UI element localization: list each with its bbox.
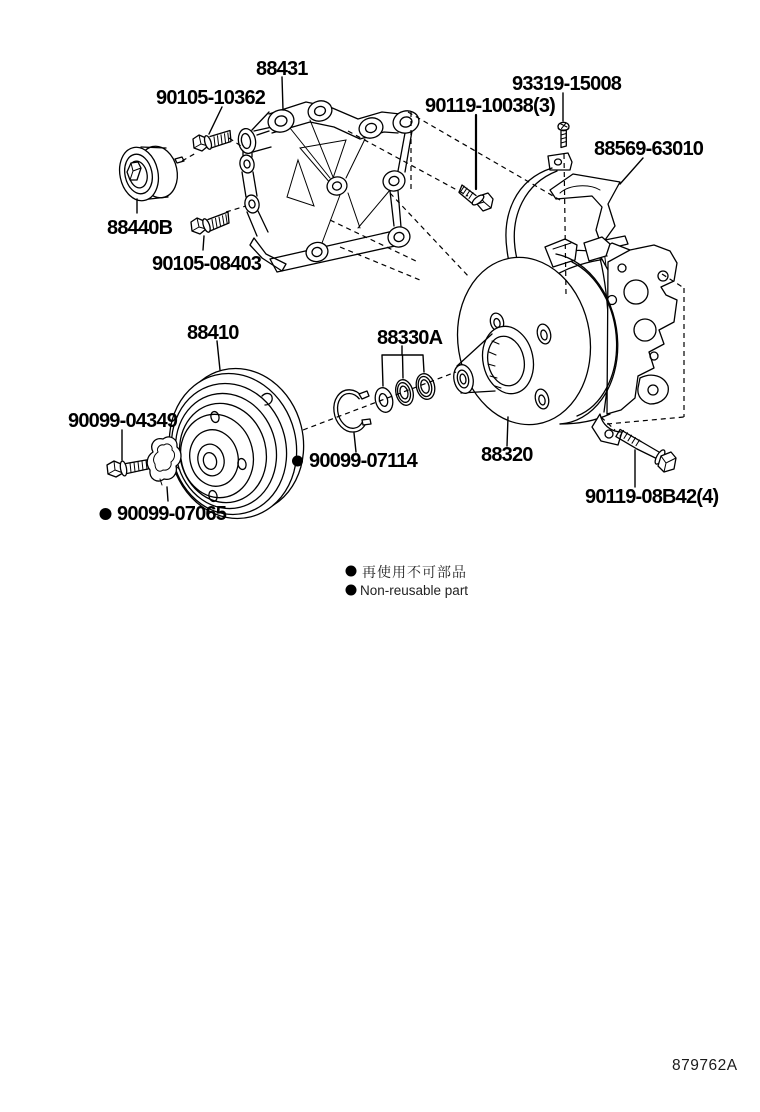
non-reusable-dot-07114	[292, 456, 303, 467]
legend-text-en: Non-reusable part	[360, 583, 469, 598]
label-90119-08b42: 90119-08B42(4)	[585, 486, 719, 508]
plate-07065-drawing	[147, 437, 181, 485]
label-90099-04349: 90099-04349	[68, 410, 178, 432]
label-90119-10038: 90119-10038(3)	[425, 95, 556, 117]
compressor-88320-drawing	[446, 237, 677, 445]
non-reusable-legend	[346, 564, 469, 598]
legend-dot-jp	[346, 566, 357, 577]
idler-pulley-88440b-drawing	[115, 143, 184, 205]
screw-93319-drawing	[558, 122, 569, 147]
label-88431: 88431	[256, 58, 308, 80]
label-88569-63010: 88569-63010	[594, 138, 704, 160]
snap-ring-07114-drawing	[336, 391, 371, 430]
legend-text-jp: 再使用不可部品	[362, 564, 467, 580]
bolt-08b42-drawing	[616, 429, 676, 472]
bolt-04349-drawing	[107, 460, 150, 478]
doc-number: 879762A	[672, 1057, 738, 1074]
label-88440b: 88440B	[107, 217, 173, 239]
non-reusable-dot-07065	[100, 508, 112, 520]
label-88410: 88410	[187, 322, 239, 344]
bolt-08403-drawing	[191, 212, 229, 234]
bracket-88431-drawing	[236, 98, 421, 272]
bolt-10362-drawing	[193, 131, 231, 152]
label-88330a: 88330A	[377, 327, 443, 349]
legend-dot-en	[346, 585, 357, 596]
label-90105-10362: 90105-10362	[156, 87, 266, 109]
label-88320: 88320	[481, 444, 533, 466]
label-90105-08403: 90105-08403	[152, 253, 262, 275]
label-93319-15008: 93319-15008	[512, 73, 622, 95]
label-90099-07114: 90099-07114	[309, 450, 417, 472]
label-90099-07065: 90099-07065	[117, 503, 227, 525]
